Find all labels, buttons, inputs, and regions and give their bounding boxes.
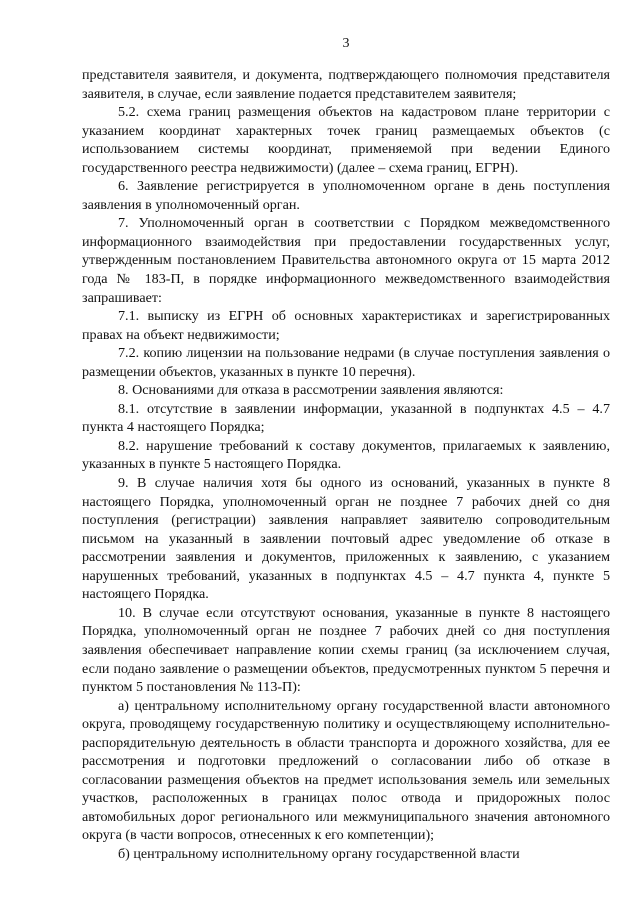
paragraph: 9. В случае наличия хотя бы одного из оснований, указанных в пункте 8 настоящего Порядка, уполномоченный орган не позднее 7 рабочих дней со дня поступления (регистрации) заявления направляет заявителю сопроводительным письмом на указанный в заявлении почтовый адрес уведомление об отказе в рассмотрении заявления и документов, приложенных к заявлению, с указанием нарушенных требований, указанных в подпунктах 4.5 – 4.7 пункта 4, пункте 5 настоящего Порядка. [82,475,610,603]
page-number: 3 [342,36,350,51]
paragraph: 10. В случае если отсутствуют основания, указанные в пункте 8 настоящего Порядка, уполномоченный орган не позднее 7 рабочих дней со дня поступления заявления обеспечивает направление копии схемы границ (за исключением случая, если подано заявление о размещении объектов, предусмотренных пунктом 5 перечня и пунктом 5 постановления № 113-П): [82,604,610,696]
paragraph: представителя заявителя, и документа, подтверждающего полномочия представителя заявителя, в случае, если заявление подается представителем заявителя; [82,67,610,102]
paragraph: 7. Уполномоченный орган в соответствии с Порядком межведомственного информационного взаимодействия при предоставлении государственных услуг, утвержденным постановлением Правительства автономного округа от 15 марта 2012 года № 183-П, в порядке информационного межведомственного взаимодействия запрашивает: [82,215,610,306]
document-body [82,66,610,864]
paragraph: 8. Основаниями для отказа в рассмотрении заявления являются: [118,382,504,399]
paragraph: 8.1. отсутствие в заявлении информации, указанной в подпунктах 4.5 – 4.7 пункта 4 настоящего Порядка; [82,400,610,436]
paragraph: а) центральному исполнительному органу государственной власти автономного округа, проводящему государственную политику и осуществляющему исполнительно-распорядительную деятельность в области транспорта и дорожного хозяйства, для ее рассмотрения и подготовки предложений о согласовании либо об отказе в согласовании размещения объектов на предмет использования земель или земельных участков, расположенных в границах полос отвода и придорожных полос автомобильных дорог регионального или межмуниципального значения автономного округа (в части вопросов, отнесенных к его компетенции); [82,697,610,844]
paragraph: 7.2. копию лицензии на пользование недрами (в случае поступления заявления о размещении объектов, указанных в пункте 10 перечня). [82,345,610,380]
paragraph: 6. Заявление регистрируется в уполномоченном органе в день поступления заявления в уполномоченный орган. [82,178,610,213]
paragraph: 7.1. выписку из ЕГРН об основных характеристиках и зарегистрированных правах на объект недвижимости; [82,308,610,343]
paragraph: 5.2. схема границ размещения объектов на кадастровом плане территории с указанием координат характерных точек границ размещаемых объектов (с использованием системы координат, применяемой при ведении Единого государственного реестра недвижимости) (далее – схема границ, ЕГРН). [82,104,610,176]
paragraph: 8.2. нарушение требований к составу документов, прилагаемых к заявлению, указанных в пункте 5 настоящего Порядка. [82,437,610,473]
paragraph: б) центральному исполнительному органу государственной власти [118,845,520,862]
